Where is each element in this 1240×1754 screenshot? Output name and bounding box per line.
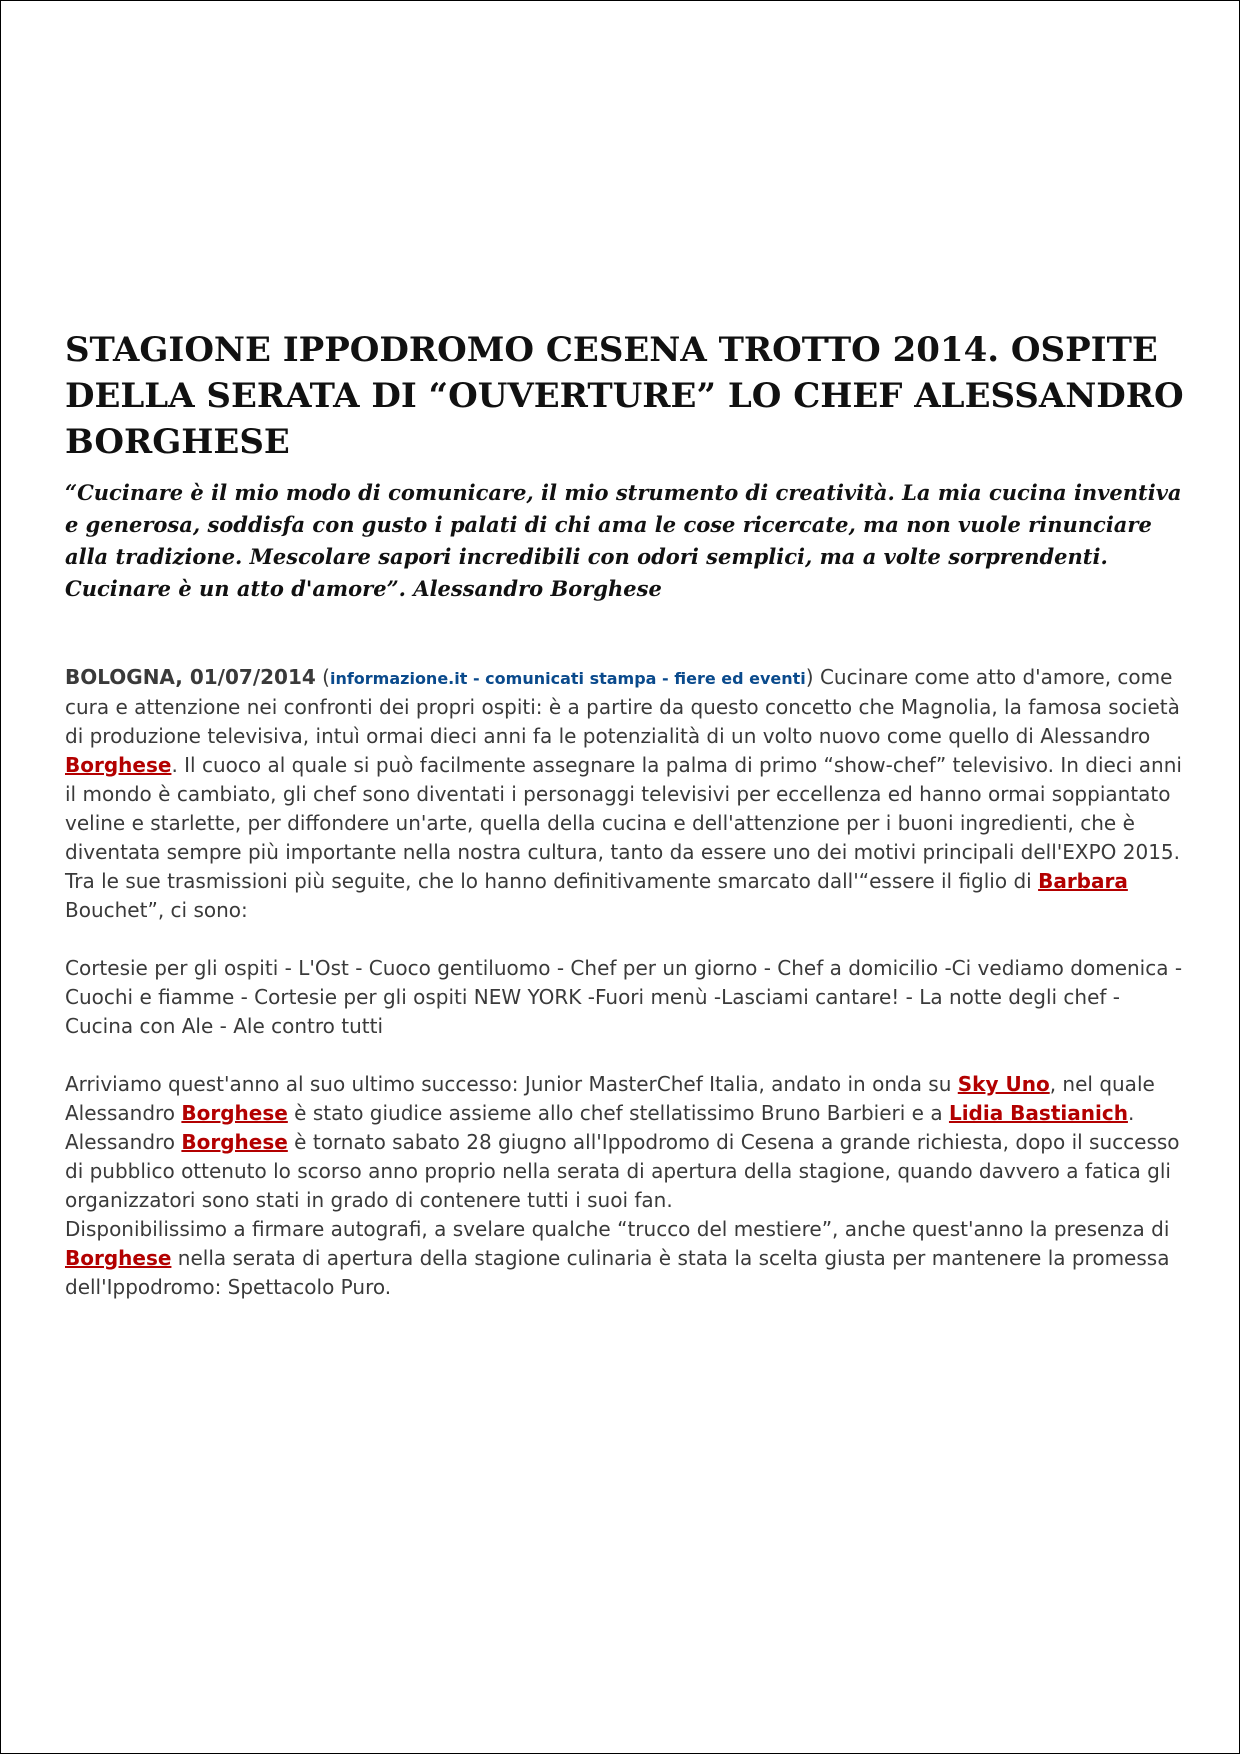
- link-sky-uno[interactable]: Sky Uno: [957, 1072, 1050, 1096]
- link-borghese[interactable]: Borghese: [181, 1101, 288, 1125]
- article-body: [65, 663, 1185, 1302]
- link-lidia-bastianich[interactable]: Lidia Bastianich: [948, 1101, 1128, 1125]
- link-borghese[interactable]: Borghese: [65, 753, 172, 777]
- article-quote-subtitle: “Cucinare è il mio modo di comunicare, il mio strumento di creatività. La mia cucina inventiva e generosa, soddisfa con gusto i palati di chi ama le cose ricercate, ma non vuole rinunciare alla tradizione. Mescolare sapori incredibili con odori semplici, ma a volte sorprendenti. Cucinare è un atto d'amore”. Alessandro Borghese: [65, 480, 1182, 601]
- article: [65, 327, 1185, 1302]
- paragraph-junior-masterchef: Arriviamo quest'anno al suo ultimo successo: Junior MasterChef Italia, andato in onda su Sky Uno, nel quale Alessandro Borghese è stato giudice assieme allo chef stellatissimo Bruno Barbieri e a Lidia Bastianich.: [65, 1072, 1155, 1125]
- paragraph-shows-intro: Tra le sue trasmissioni più seguite, che lo hanno definitivamente smarcato dall'“essere il figlio di Barbara Bouchet”, ci sono:: [65, 869, 1128, 922]
- link-borghese[interactable]: Borghese: [181, 1130, 288, 1154]
- paragraph-closing: Disponibilissimo a firmare autografi, a svelare qualche “trucco del mestiere”, anche quest'anno la presenza di Borghese nella serata di apertura della stagione culinaria è stata la scelta giusta per mantenere la promessa dell'Ippodromo: Spettacolo Puro.: [65, 1217, 1170, 1299]
- paragraph-return: Alessandro Borghese è tornato sabato 28 giugno all'Ippodromo di Cesena a grande richiesta, dopo il successo di pubblico ottenuto lo scorso anno proprio nella serata di apertura della stagione, quando davvero a fatica gli organizzatori sono stati in grado di contenere tutti i suoi fan.: [65, 1130, 1180, 1212]
- paragraph-shows-list: Cortesie per gli ospiti - L'Ost - Cuoco gentiluomo - Chef per un giorno - Chef a domicilio -Ci vediamo domenica - Cuochi e fiamme - Cortesie per gli ospiti NEW YORK -Fuori menù -Lasciami cantare! - La notte degli chef - Cucina con Ale - Ale contro tutti: [65, 956, 1183, 1038]
- paragraph-intro: BOLOGNA, 01/07/2014 (informazione.it - comunicati stampa - fiere ed eventi) Cucinare come atto d'amore, come cura e attenzione nei confronti dei propri ospiti: è a partire da questo concetto che Magnolia, la famosa società di produzione televisiva, intuì ormai dieci anni fa le potenzialità di un volto nuovo come quello di Alessandro Borghese. Il cuoco al quale si può facilmente assegnare la palma di primo “show-chef” televisivo. In dieci anni il mondo è cambiato, gli chef sono diventati i personaggi televisivi per eccellenza ed hanno ormai soppiantato veline e starlette, per diffondere un'arte, quella della cucina e dell'attenzione per i buoni ingredienti, che è diventata sempre più importante nella nostra cultura, tanto da essere uno dei motivi principali dell'EXPO 2015.: [65, 665, 1182, 864]
- link-borghese[interactable]: Borghese: [65, 1246, 172, 1270]
- source-link[interactable]: informazione.it - comunicati stampa - fiere ed eventi: [329, 669, 806, 688]
- dateline: BOLOGNA, 01/07/2014: [65, 665, 316, 689]
- link-barbara[interactable]: Barbara: [1038, 869, 1128, 893]
- article-headline: STAGIONE IPPODROMO CESENA TROTTO 2014. OSPITE DELLA SERATA DI “OUVERTURE” LO CHEF ALESSANDRO BORGHESE: [65, 330, 1184, 462]
